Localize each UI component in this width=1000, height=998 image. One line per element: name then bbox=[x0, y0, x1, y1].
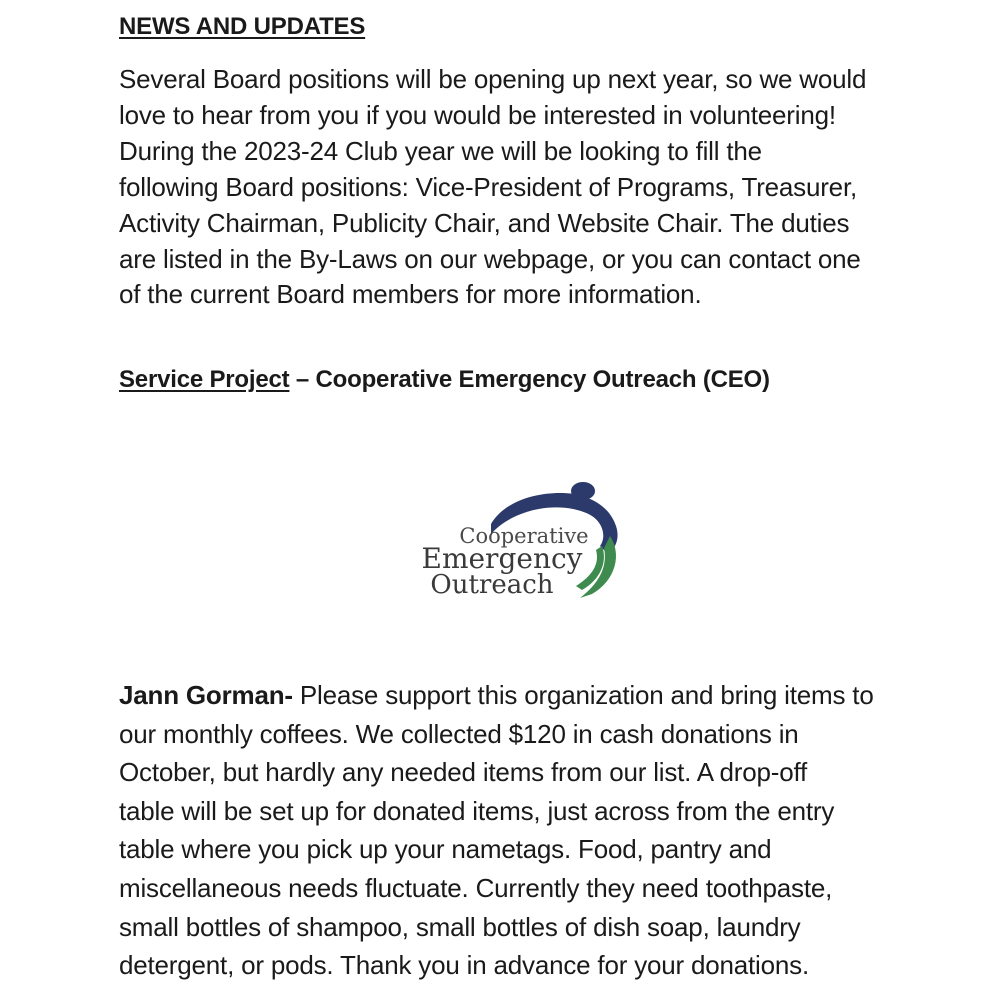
news-line: Several Board positions will be opening up next year, so we would bbox=[119, 64, 867, 94]
appeal-line: miscellaneous needs fluctuate. Currently they need toothpaste, bbox=[119, 872, 833, 903]
logo-text-emergency: Emergency bbox=[421, 542, 583, 575]
appeal-line: small bottles of shampoo, small bottles of dish soap, laundry bbox=[119, 911, 801, 942]
appeal-line: table will be set up for donated items, just across from the entry bbox=[119, 795, 835, 826]
news-heading: NEWS AND UPDATES bbox=[119, 13, 366, 40]
appeal-line: October, but hardly any needed items from our list. A drop-off bbox=[119, 757, 808, 788]
logo-head bbox=[571, 482, 595, 500]
service-project-title: Cooperative Emergency Outreach (CEO) bbox=[315, 366, 770, 393]
ceo-logo bbox=[396, 476, 632, 604]
appeal-line: our monthly coffees. We collected $120 in cash donations in bbox=[119, 718, 799, 749]
service-project-heading bbox=[119, 366, 770, 394]
appeal-line: table where you pick up your nametags. Food, pantry and bbox=[119, 834, 772, 865]
news-line: are listed in the By-Laws on our webpage, or you can contact one bbox=[119, 243, 861, 274]
news-paragraph bbox=[119, 62, 979, 313]
news-line: following Board positions: Vice-President of Programs, Treasurer, bbox=[119, 171, 857, 202]
appeal-author: Jann Gorman- bbox=[119, 680, 293, 710]
appeal-paragraph bbox=[119, 676, 979, 985]
appeal-line bbox=[119, 676, 979, 715]
news-line: Activity Chairman, Publicity Chair, and Website Chair. The duties bbox=[119, 207, 850, 238]
news-line: love to hear from you if you would be interested in volunteering! bbox=[119, 99, 836, 130]
news-line: of the current Board members for more information. bbox=[119, 279, 702, 310]
service-separator: – bbox=[289, 366, 316, 393]
logo-text-outreach: Outreach bbox=[430, 570, 554, 600]
news-line: During the 2023-24 Club year we will be looking to fill the bbox=[119, 135, 762, 166]
logo-text-cooperative: Cooperative bbox=[459, 524, 589, 548]
appeal-first-line: Please support this organization and bring items to bbox=[292, 680, 874, 710]
service-project-label: Service Project bbox=[119, 366, 290, 393]
appeal-line: detergent, or pods. Thank you in advance for your donations. bbox=[119, 950, 809, 981]
